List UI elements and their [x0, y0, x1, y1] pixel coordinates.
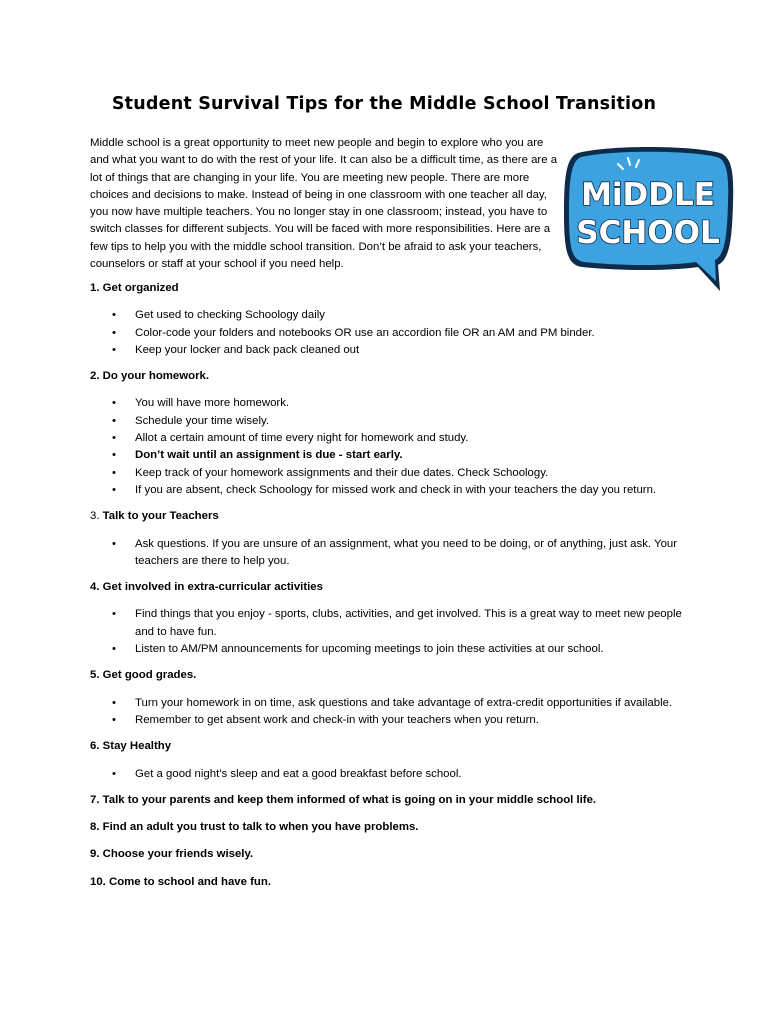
section-number: 3. — [90, 510, 100, 523]
list-item: • Get used to checking Schoology daily — [112, 309, 325, 322]
section-title: Get good grades. — [102, 669, 197, 682]
tip-choose-friends: 9. Choose your friends wisely. — [90, 848, 254, 861]
list-item: • Don’t wait until an assignment is due - start early. — [112, 449, 403, 462]
tip-have-fun: 10. Come to school and have fun. — [90, 875, 272, 888]
section-do-homework — [90, 368, 690, 499]
list-item: • Find things that you enjoy - sports, clubs, activities, and get involved. This is a great way to meet new people and to have fun. — [112, 608, 682, 638]
section-heading — [90, 368, 690, 385]
section-get-organized — [90, 280, 690, 359]
section-title: Do your homework. — [102, 370, 209, 383]
page-title: Student Survival Tips for the Middle School Transition — [111, 94, 657, 114]
list-item: • Allot a certain amount of time every night for homework and study. — [112, 432, 469, 445]
list-item: • If you are absent, check Schoology for missed work and check in with your teachers the day you return. — [112, 483, 657, 496]
bullet-list — [90, 695, 690, 730]
intro-paragraph: Middle school is a great opportunity to meet new people and begin to explore who you are and what you want to do with the rest of your life. It can also be a difficult time, as there are a lot of things that are changing in your life. You are meeting new people. There are more choices and decisions to make. Instead of being in one classroom with one teacher all day, you now have multiple teachers. You no longer stay in one classroom; instead, you have to switch classes for different subjects. You will be faced with more responsibilities. Here are a few tips to help you with the middle school transition. Don’t be afraid to ask your teachers, counselors or staff at your school if you need help. — [90, 137, 558, 271]
list-item: • Ask questions. If you are unsure of an assignment, what you need to be doing, or of anything, just ask. Your teachers are there to help you. — [112, 537, 678, 567]
list-item: • Turn your homework in on time, ask questions and take advantage of extra-credit opportunities if available. — [112, 696, 673, 709]
logo-text-middle: MiDDLE — [581, 177, 715, 213]
tip-talk-to-parents: 7. Talk to your parents and keep them informed of what is going on in your middle school life. — [90, 793, 597, 806]
section-number: 2. — [90, 370, 100, 383]
section-heading — [90, 508, 690, 525]
list-item: • Keep track of your homework assignments and their due dates. Check Schoology. — [112, 466, 549, 479]
tips-content — [90, 280, 690, 901]
section-title: Get organized — [102, 282, 179, 294]
list-item: • Get a good night’s sleep and eat a good breakfast before school. — [112, 767, 462, 780]
section-title: Talk to your Teachers — [102, 510, 219, 523]
section-good-grades — [90, 667, 690, 729]
section-talk-to-teachers — [90, 508, 690, 570]
list-item: • You will have more homework. — [112, 397, 290, 410]
bullet-list — [90, 606, 690, 658]
section-heading — [90, 579, 690, 596]
bullet-list — [90, 307, 690, 359]
bullet-list — [90, 766, 690, 783]
bullet-list — [90, 536, 690, 571]
tip-find-trusted-adult: 8. Find an adult you trust to talk to when you have problems. — [90, 821, 419, 834]
list-item: • Color-code your folders and notebooks OR use an accordion file OR an AM and PM binder. — [112, 326, 595, 339]
section-title: Stay Healthy — [102, 740, 172, 753]
section-stay-healthy — [90, 738, 690, 783]
section-number: 4. — [90, 581, 100, 594]
section-number: 6. — [90, 740, 100, 753]
list-item: • Listen to AM/PM announcements for upcoming meetings to join these activities at our school. — [112, 643, 604, 656]
section-heading — [90, 280, 690, 297]
section-number: 1. — [90, 282, 100, 294]
middle-school-logo — [560, 143, 736, 295]
section-title: Get involved in extra-curricular activities — [102, 581, 323, 594]
list-item: • Schedule your time wisely. — [112, 414, 270, 427]
list-item: • Remember to get absent work and check-in with your teachers when you return. — [112, 713, 539, 726]
logo-text-school: SCHOOL — [576, 215, 720, 251]
section-heading — [90, 738, 690, 755]
section-get-involved — [90, 579, 690, 658]
section-heading — [90, 667, 690, 684]
section-number: 5. — [90, 669, 100, 682]
list-item: • Keep your locker and back pack cleaned out — [112, 343, 360, 356]
bullet-list — [90, 395, 690, 499]
